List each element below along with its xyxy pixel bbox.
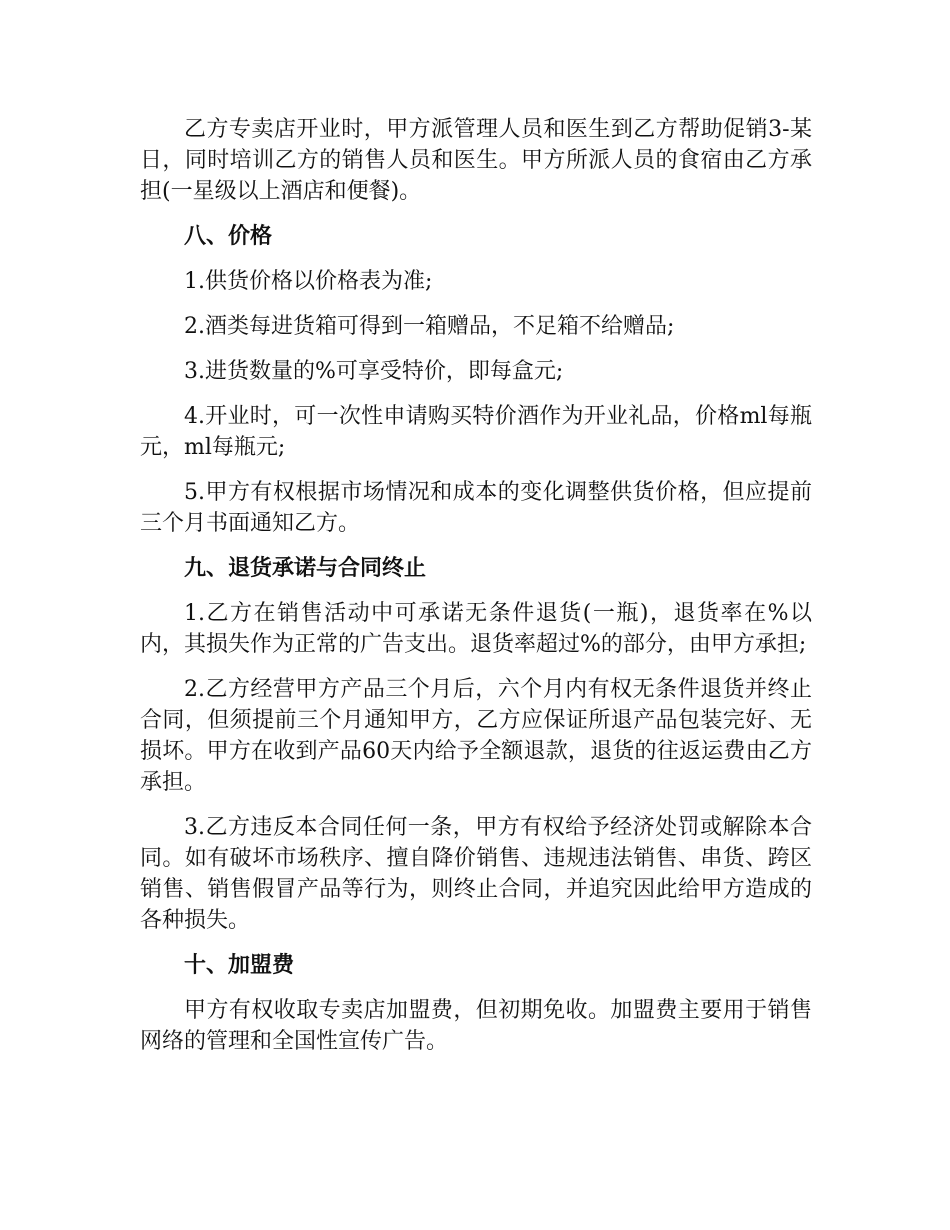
document-content: [140, 114, 812, 1071]
section-8-item-4: 4.开业时，可一次性申请购买特价酒作为开业礼品，价格ml每瓶元，ml每瓶元;: [140, 404, 812, 460]
section-10-heading: 十、加盟费: [184, 953, 295, 978]
section-8-item-2: 2.酒类每进货箱可得到一箱赠品，不足箱不给赠品;: [184, 314, 675, 339]
section-9-item-2: 2.乙方经营甲方产品三个月后，六个月内有权无条件退货并终止合同，但须提前三个月通知甲方，乙方应保证所退产品包装完好、无损坏。甲方在收到产品60天内给予全额退款，退货的往返运费由乙方承担。: [140, 677, 812, 795]
section-9-heading: 九、退货承诺与合同终止: [184, 556, 427, 581]
section-9-item-1: 1.乙方在销售活动中可承诺无条件退货(一瓶)，退货率在%以内，其损失作为正常的广告支出。退货率超过%的部分，由甲方承担;: [140, 601, 812, 657]
section-8-item-5: 5.甲方有权根据市场情况和成本的变化调整供货价格，但应提前三个月书面通知乙方。: [140, 480, 812, 536]
section-8-item-1: 1.供货价格以价格表为准;: [184, 269, 433, 294]
section-10-body: 甲方有权收取专卖店加盟费，但初期免收。加盟费主要用于销售网络的管理和全国性宣传广告。: [140, 998, 812, 1054]
section-8-heading: 八、价格: [184, 224, 273, 249]
section-8-item-3: 3.进货数量的%可享受特价，即每盒元;: [184, 359, 564, 384]
section-9-item-3: 3.乙方违反本合同任何一条，甲方有权给予经济处罚或解除本合同。如有破坏市场秩序、擅自降价销售、违规违法销售、串货、跨区销售、销售假冒产品等行为，则终止合同，并追究因此给甲方造成的各种损失。: [140, 815, 812, 933]
intro-paragraph: 乙方专卖店开业时，甲方派管理人员和医生到乙方帮助促销3-某日，同时培训乙方的销售人员和医生。甲方所派人员的食宿由乙方承担(一星级以上酒店和便餐)。: [140, 117, 812, 204]
